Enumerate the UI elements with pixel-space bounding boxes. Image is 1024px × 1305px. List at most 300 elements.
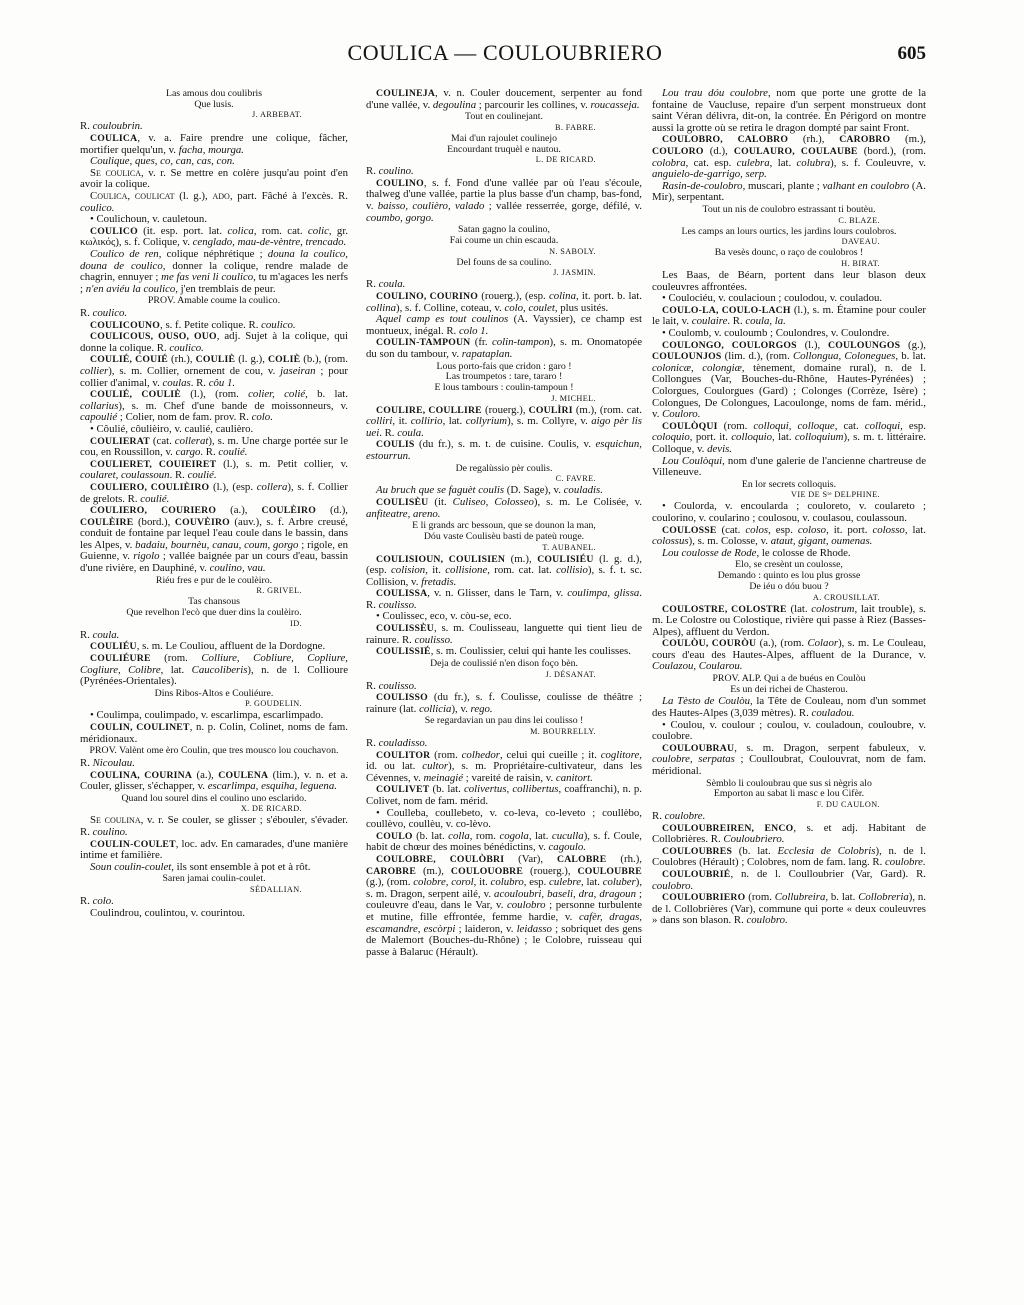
quote-line: Tout en coulinejant.	[465, 111, 543, 123]
text-run: (l.), (esp.	[209, 480, 257, 493]
text-run: (lim.), v. n. et a. Couler, glisser, s'échapper, v.	[80, 768, 348, 793]
dictionary-entry	[80, 815, 348, 838]
text-run: (rouerg.),	[523, 864, 578, 877]
quote-line: Emporton au sabat li masc e lou Cifèr.	[713, 788, 865, 800]
text-run: • Coulociéu, v. coulacioun ; coulodou, v. couladou.	[662, 292, 883, 305]
text-run: (l. g. d.), (esp.	[366, 552, 642, 577]
headword: COULÈIRO	[261, 505, 317, 517]
italic-text: collerat	[174, 434, 209, 447]
italic-text: collier	[80, 364, 109, 377]
text-run: ), s. f. Collier de grelots. R.	[80, 480, 349, 505]
headword: COULINEJA	[376, 88, 436, 99]
text-run: (Var),	[504, 852, 557, 865]
text-run: (rh.),	[606, 852, 642, 865]
quote-line: De regalùssio pèr coulis.	[455, 462, 553, 474]
text-run: , it. port.	[826, 523, 873, 536]
dictionary-entry	[80, 839, 348, 862]
headword: COULOBRE, COULÒBRI	[376, 853, 505, 865]
italic-text: cultor	[422, 760, 449, 773]
text-run: . R.	[379, 426, 398, 439]
italic-text: baisso, coulièro, valado	[377, 200, 485, 213]
dictionary-entry	[366, 692, 642, 715]
quote-attribution: C. BLAZE.	[838, 215, 880, 225]
italic-text: colostrum	[811, 602, 855, 615]
quote-line: E lous tambours : coulin-tampoun !	[434, 381, 574, 393]
italic-text: anguielo-de-garrigo, serp.	[652, 168, 767, 181]
text-run: ; rigole, en Guienne, v.	[80, 538, 348, 563]
small-caps-text: Se coulica	[90, 166, 142, 179]
italic-text: coulobre, serpatas	[652, 753, 735, 766]
text-run: ; sobriquet des gens de Malemort (Bouches-du-Rhône) ; le Colobre, ruisseau qui passe à Balaruc (Hérault).	[366, 922, 642, 958]
quote-line: Tas chansous	[188, 596, 240, 608]
column-2	[366, 88, 642, 958]
text-run: ), s. m. Le Colisée, v.	[533, 495, 642, 508]
text-run: , it. port. b. lat.	[575, 289, 642, 302]
text-run: (cat.	[716, 523, 746, 536]
text-run: (m.),	[890, 133, 927, 146]
italic-text: n'en aviéu la coulico	[85, 282, 176, 295]
dictionary-entry	[80, 226, 348, 249]
text-run: (m.), (rom. cat.	[572, 403, 642, 416]
dictionary-entry	[652, 305, 926, 328]
italic-text: colier, colié	[248, 388, 306, 401]
text-run: (b. lat.	[732, 844, 778, 857]
text-run: (du fr.), s. f. Coulisse, coulisse de théâtre ; rainure (lat.	[366, 691, 642, 715]
italic-text: coulisso.	[414, 633, 453, 646]
headword: COULISSA	[376, 588, 428, 600]
text-run: , s. f. Petite colique. R.	[160, 318, 262, 331]
text-run: , it.	[425, 564, 446, 577]
text-run: , celui qui cueille ; it.	[500, 748, 601, 761]
headword: COULICOUNO	[90, 319, 161, 331]
italic-text: colivertus, collibertus	[463, 783, 559, 796]
text-run: , cat. esp.	[685, 156, 737, 169]
text-run: R.	[652, 810, 665, 823]
text-run: (b. lat.	[429, 783, 464, 796]
italic-text: coula.	[397, 426, 424, 439]
italic-text: coulobro	[506, 899, 546, 912]
quote-line: PROV. ALP. Qui a de buéus en Coulòu	[712, 673, 866, 685]
italic-text: rapataplan.	[461, 347, 513, 360]
headword: COULINA, COURINA	[90, 769, 193, 781]
quotation	[366, 716, 642, 737]
quote-attribution: J. MICHEL.	[551, 393, 596, 403]
italic-text: coloquio	[652, 431, 690, 444]
headword: CAROBRO	[839, 134, 891, 146]
text-run: , la Tête de Couleau, nom d'un sommet des Hautes-Alpes (3,039 mètres). R.	[652, 695, 927, 720]
italic-text: coulié.	[218, 446, 248, 459]
italic-text: coulaire	[691, 315, 728, 328]
quote-attribution: J. JASMIN.	[553, 268, 596, 278]
dictionary-entry	[366, 314, 642, 337]
quote-line: PROV. Valènt ome èro Coulin, que tres mousco lou couchavon.	[89, 745, 339, 757]
quote-attribution: J. DÉSANAT.	[545, 669, 596, 679]
text-run: , coaffranchi), n. p. Colivet, nom de fam. mérid.	[366, 783, 642, 807]
text-run: (g.), (rom.	[366, 876, 414, 889]
italic-text: colliri	[366, 415, 393, 428]
dictionary-entry	[366, 497, 642, 520]
text-run: , lat.	[904, 523, 926, 536]
italic-text: Lou Coulòqui	[662, 454, 723, 467]
text-run: , tènement, domaine rural), n. de l. Collongues (Var, Bouches-du-Rhône, Hautes-Pyrénées) ; Colorgues, Coulorgues (Gard) ; Colonges (Corrèze, Isère) ; Colongues, De Colongues, Lacoulonge, noms de fam. mérid., v.	[652, 361, 926, 421]
dictionary-entry	[366, 831, 642, 854]
headword: COLIÈ	[267, 354, 301, 366]
headword: COULICOUS, OUSO, OUO	[90, 331, 217, 343]
text-run: , tu m'agaces les nerfs ;	[80, 271, 348, 295]
text-run: (it. esp. port. lat.	[137, 224, 228, 237]
italic-text: coulobre.	[664, 810, 706, 823]
text-run: . R.	[190, 376, 209, 389]
italic-text: collirio	[410, 415, 443, 428]
italic-text: coulico.	[169, 341, 204, 354]
italic-text: collicia	[419, 702, 452, 715]
italic-text: coulino, vau.	[209, 562, 266, 575]
headword: COULAURO, COULAUBE	[733, 145, 858, 157]
dictionary-entry	[366, 337, 642, 360]
quotation	[652, 248, 926, 269]
text-run: R.	[80, 120, 93, 133]
italic-text: couladou.	[811, 707, 855, 720]
text-run: (A. Vayssier), ce champ est montueux, inégal. R.	[366, 313, 642, 337]
text-run: • Coulorda, v. encoularda ; couloreto, v. coulareto ; coulorino, v. coularino ; coulosou, v. coulasou, coulassoun.	[652, 500, 926, 525]
quote-attribution: L. DE RICARD.	[535, 155, 596, 165]
dictionary-entry	[366, 854, 642, 958]
dictionary-entry	[366, 808, 642, 831]
italic-text: cagoulo.	[548, 841, 586, 854]
text-run: R.	[366, 679, 379, 692]
italic-text: coluber	[602, 876, 636, 889]
quote-line: Elo, se cresènt un coulosse,	[735, 559, 843, 571]
text-run: (auv.), s. f. Arbre creusé, conduit de fontaine par lequel l'eau coule dans le bassin, dans les Alpes, v.	[80, 515, 348, 551]
headword: COULOSTRE, COLOSTRE	[662, 603, 787, 615]
italic-text: culebre	[549, 876, 582, 889]
text-run: , it.	[473, 876, 491, 889]
italic-text: anfiteatre, areno.	[366, 507, 441, 520]
italic-text: cafèr, dragas, escamandre, escòrpi	[366, 910, 642, 935]
italic-text: ataut, gigant, oumenas.	[770, 535, 873, 548]
text-run: , cat.	[834, 419, 865, 432]
text-run: (b.), (rom.	[300, 353, 349, 366]
quote-line: Mai d'un rajoulet coulinejo	[451, 132, 557, 144]
quote-line: Satan gagno la coulino,	[458, 224, 550, 236]
italic-text: rego.	[470, 702, 493, 715]
text-run: (rouerg.),	[481, 403, 529, 416]
italic-text: Coulico de ren	[90, 247, 159, 260]
italic-text: colhedor	[461, 748, 501, 761]
italic-text: Couloro.	[662, 408, 701, 421]
dictionary-entry	[80, 331, 348, 354]
headword: COULIÉ, COUIÉ	[90, 354, 168, 366]
text-run: R.	[366, 737, 379, 750]
quote-attribution: DAVEAU.	[841, 237, 880, 247]
headword: COULOUNJOS	[652, 351, 722, 363]
text-run: (bord.),	[133, 515, 175, 528]
headword: COULITOR	[376, 749, 431, 761]
text-run: (l.), s. m. Petit collier, v.	[216, 457, 348, 470]
text-run: , colique néphrétique ;	[158, 247, 268, 260]
dictionary-entry	[366, 646, 642, 658]
dictionary-entry	[652, 720, 926, 743]
headword: COULIERET, COUIEIRET	[90, 458, 217, 470]
italic-text: colloquium	[794, 431, 844, 444]
headword: COULO-LA, COULO-LACH	[662, 304, 791, 316]
italic-text: coulico.	[92, 307, 128, 320]
text-run: ; Colier, nom de fam. prov. R.	[117, 411, 252, 424]
headword: COULIS	[376, 439, 415, 451]
headword: COULIVET	[376, 784, 430, 796]
dictionary-entry	[652, 696, 926, 719]
headword: COULÌRI	[528, 404, 573, 416]
dictionary-entry	[80, 482, 348, 505]
dictionary-entry	[652, 604, 926, 639]
quotation	[80, 874, 348, 895]
italic-text: aigo pèr lis uei	[366, 415, 643, 439]
italic-text: degoulina	[432, 98, 477, 111]
italic-text: collisione	[445, 564, 488, 577]
headword: COUVÈIRO	[174, 516, 230, 528]
italic-text: meinagié	[423, 771, 464, 784]
headword: COULINO, COURINO	[376, 290, 479, 302]
quote-attribution: M. BOURRELLY.	[530, 727, 596, 737]
italic-text: Rasin-de-coulobro	[662, 179, 743, 192]
italic-text: fretadis.	[421, 575, 457, 588]
headword: COULIÉ, COULIÈ	[90, 389, 181, 401]
dictionary-entry	[652, 270, 926, 293]
text-run: , n. p. Colin, Colinet, noms de fam. méridionaux.	[80, 721, 348, 745]
quote-line: Sèmblo li couloubrau que sus si nègris alo	[706, 777, 872, 789]
italic-text: colla	[448, 829, 470, 842]
dictionary-entry	[652, 501, 926, 524]
quote-line: Encourdant truquèl e nautou.	[447, 143, 561, 155]
text-run: , donner la colique, rendre malade de chagrin, ennuyer ;	[80, 259, 348, 284]
text-run: , ils sont ensemble à pot et à rôt.	[171, 860, 311, 873]
italic-text: Caucoliberis	[191, 663, 248, 676]
text-run: ; Coulloubrat, Coulouvrat, nom de fam. méridional.	[652, 753, 926, 778]
text-run: , b. lat.	[825, 891, 859, 904]
italic-text: acouloubri, baseli, dra, dragoun	[494, 887, 636, 900]
text-run: (it.	[428, 495, 453, 508]
headword: COULISIÉU	[537, 553, 594, 565]
quote-line: Riéu fres e pur de le coulèiro.	[155, 574, 273, 586]
text-run: ), s. m. Le Couleau, cours d'eau des Hautes-Alpes, affluent de la Durance, v.	[652, 637, 926, 661]
text-run: • Coulleba, coullebeto, v. co-leva, co-leveto ; coullèbo, coullèvo, coullèu, v. co-lèvo.	[366, 806, 642, 831]
text-run: , loc. adv. En camarades, d'une manière intime et familière.	[80, 837, 348, 862]
text-run: (l. g.),	[235, 353, 268, 366]
text-run: , le colosse de Rhode.	[756, 546, 851, 559]
italic-text: collisio	[556, 564, 588, 577]
dictionary-entry	[366, 439, 642, 462]
italic-text: leidasso	[516, 922, 552, 935]
text-run: (rouerg.), (esp.	[478, 289, 549, 302]
dictionary-entry	[652, 525, 926, 548]
quote-attribution: T. AUBANEL.	[542, 542, 596, 552]
column-3	[652, 88, 926, 927]
italic-text: Colliure, Cobliure, Copliure, Cogliure, Colibre	[80, 651, 348, 676]
small-caps-text: Coulica, coulicat	[90, 189, 175, 202]
text-run: , lat.	[769, 156, 797, 169]
quotation	[80, 296, 348, 307]
italic-text: colision	[391, 564, 426, 577]
italic-text: coulié.	[140, 492, 170, 505]
dictionary-entry	[652, 892, 926, 927]
text-run: , s. et adj. Habitant de Collobrières. R.	[652, 821, 926, 846]
italic-text: Culiseo, Colosseo	[452, 495, 534, 508]
headword: COULO	[376, 830, 413, 842]
quote-line: PROV. Amable coume la coulico.	[147, 295, 281, 307]
text-run: , v. r. Se mettre en colère jusqu'au point d'en avoir la colique.	[80, 166, 348, 191]
headword: COULIN-TAMPOUN	[376, 337, 471, 349]
headword: CALOBRE	[557, 853, 607, 865]
italic-text: Collongua, Colonegues	[792, 350, 896, 363]
italic-text: La Tèsto de Coulòu	[662, 695, 750, 708]
dictionary-entry	[652, 869, 926, 892]
text-run: ), s. m. Onomatopée du son du tambour, v.	[366, 336, 642, 360]
text-run: • Coulichoun, v. cauletoun.	[90, 213, 208, 226]
italic-text: coulico.	[261, 318, 296, 331]
dictionary-entry	[80, 862, 348, 874]
italic-text: colin-tampon	[491, 336, 550, 349]
text-run: ; vallée resserrée, gorge, défilé, v.	[484, 200, 642, 213]
dictionary-entry	[366, 588, 642, 611]
text-run: , gr. κωλικός), s. f. Colique, v.	[80, 224, 349, 249]
headword: COULIÉURE	[90, 652, 151, 664]
italic-text: cuculla	[551, 829, 584, 842]
text-run: (rom.	[745, 891, 775, 904]
italic-text: colubra	[796, 156, 831, 169]
text-run: Les Baas, de Béarn, portent dans leur blason deux couleuvres affrontées.	[652, 269, 926, 293]
headword: COULIERO, COULIÈIRO	[90, 481, 210, 493]
dictionary-entry	[652, 743, 926, 778]
quotation	[80, 689, 348, 710]
dictionary-entry	[652, 548, 926, 560]
quotation	[366, 464, 642, 485]
text-run: , plus usités.	[554, 301, 609, 314]
italic-text: colo 1.	[458, 324, 489, 337]
headword: CAROBRE	[366, 865, 416, 877]
quotation	[366, 659, 642, 680]
text-run: (A. Mir), serpentant.	[652, 179, 926, 204]
italic-text: colosso	[872, 523, 905, 536]
text-run: , rom.	[469, 829, 500, 842]
page-number: 605	[897, 43, 926, 64]
italic-text: colobra	[652, 156, 686, 169]
dictionary-entry	[80, 249, 348, 295]
headword: COULENA	[218, 769, 269, 781]
italic-text: couloubrin.	[92, 120, 143, 133]
italic-text: collyrium	[465, 415, 508, 428]
quote-line: En lor secrets colloquis.	[741, 478, 837, 490]
italic-text: Aquel camp es tout coulinos	[376, 313, 509, 326]
dictionary-entry	[652, 134, 926, 180]
text-run: , j'en tremblais de peur.	[175, 282, 276, 295]
dictionary-entry	[80, 436, 348, 459]
quote-line: Del founs de sa coulino.	[456, 256, 552, 268]
italic-text: coularet, coulassoun	[80, 469, 170, 482]
small-caps-text: Se coulina	[90, 814, 141, 827]
headword: COULÒQUI	[662, 420, 718, 432]
quote-line: Es un dei richei de Chasterou.	[730, 683, 848, 695]
text-run: ), n. de l. Coulobres (Hérault) ; Colobres, nom de fam. lang. R.	[652, 844, 926, 869]
italic-text: coulobro.	[652, 879, 694, 892]
text-run: , lat.	[772, 431, 795, 444]
italic-text: coulino.	[378, 165, 414, 178]
headword: COULOSSE	[662, 524, 717, 536]
dictionary-entry	[80, 389, 348, 424]
dictionary-entry	[80, 459, 348, 482]
italic-text: colloqui, colloque	[753, 419, 835, 432]
dictionary-entry	[652, 340, 926, 421]
quote-line: Las amous dou coulibris	[165, 88, 263, 99]
text-run: ; pour collier d'animal, v.	[80, 364, 348, 389]
text-run: (l.), s. m. Étamine pour couler le lait, v.	[652, 303, 926, 328]
italic-text: roucasseja.	[590, 98, 640, 111]
headword: COULISÈU	[376, 496, 429, 508]
text-run: (lim. d.), (rom.	[721, 350, 793, 363]
text-run: , port. it.	[689, 431, 732, 444]
quote-line: Fai coume un chin escauda.	[449, 234, 559, 246]
italic-text: colica	[227, 224, 254, 237]
quote-attribution: A. CROUSILLAT.	[812, 592, 880, 602]
text-run: ), s. m. Une charge portée sur le cou, en Roussillon, v.	[80, 434, 348, 459]
quote-attribution: C. FAVRE.	[555, 474, 596, 484]
quote-attribution: SÉDALLIAN.	[250, 885, 302, 895]
text-run: R.	[80, 895, 93, 908]
text-run: . R.	[727, 315, 746, 328]
text-run: . R.	[200, 446, 219, 459]
quote-line: Tout un nis de coulobro estrassant ti boutèu.	[702, 203, 876, 215]
text-run: , b. lat.	[305, 388, 348, 401]
text-run: , b. lat.	[895, 350, 926, 363]
headword: COULINO	[376, 177, 424, 189]
text-run: , adj. Sujet à la colique, qui donne la colique. R.	[80, 330, 349, 354]
text-run: , rom. cat.	[253, 224, 308, 237]
small-caps-text: ado	[212, 189, 230, 202]
text-run: . R.	[366, 587, 642, 611]
italic-text: coglitore	[600, 748, 640, 761]
quotation	[366, 521, 642, 552]
text-run: • Coulissec, eco, v. còu-se, eco.	[376, 610, 512, 623]
quote-line: Demando : quinto es lou plus grosse	[717, 570, 861, 582]
quote-attribution: ID.	[290, 618, 302, 628]
text-run: , n. de l. Coulloubrier (Var, Gard). R.	[730, 868, 926, 881]
text-run: ; parcourir les collines, v.	[476, 98, 591, 111]
text-run: . R.	[169, 469, 188, 482]
quote-line: Dóu vaste Coulisèu basti de pateù rouge.	[423, 530, 585, 542]
text-run: (rom.	[150, 651, 202, 664]
italic-text: collera	[256, 480, 288, 493]
dictionary-entry	[652, 638, 926, 673]
text-run: , s. m. Le Couliou, affluent de la Dordogne.	[136, 640, 326, 653]
italic-text: colonicæ, colongiæ	[652, 361, 742, 374]
text-run: ), n. de l. Collioure (Pyrénées-Orientales).	[80, 663, 348, 688]
italic-text: colossus	[652, 535, 689, 548]
text-run: ), s. f. Couleuvre, v.	[830, 156, 927, 169]
text-run: (rh.),	[168, 353, 196, 366]
quote-attribution: F. DU CAULON.	[816, 800, 880, 810]
headword: COULISSO	[376, 692, 428, 704]
italic-text: coulisso.	[378, 598, 417, 611]
italic-text: canitort.	[555, 771, 593, 784]
quote-attribution: N. SABOLY.	[549, 246, 596, 256]
quote-attribution: J. ARBEBAT.	[252, 110, 302, 120]
text-run: , lat.	[581, 876, 603, 889]
italic-text: collina	[366, 301, 396, 314]
italic-text: Nicoulau.	[92, 756, 135, 769]
text-run: R.	[80, 307, 93, 320]
italic-text: Au bruch que se faguèt coulis	[376, 484, 505, 497]
quote-line: Ba vesès dounc, o raço de coulobros !	[714, 247, 864, 259]
text-run: Coulindrou, coulintou, v. courintou.	[90, 906, 245, 919]
